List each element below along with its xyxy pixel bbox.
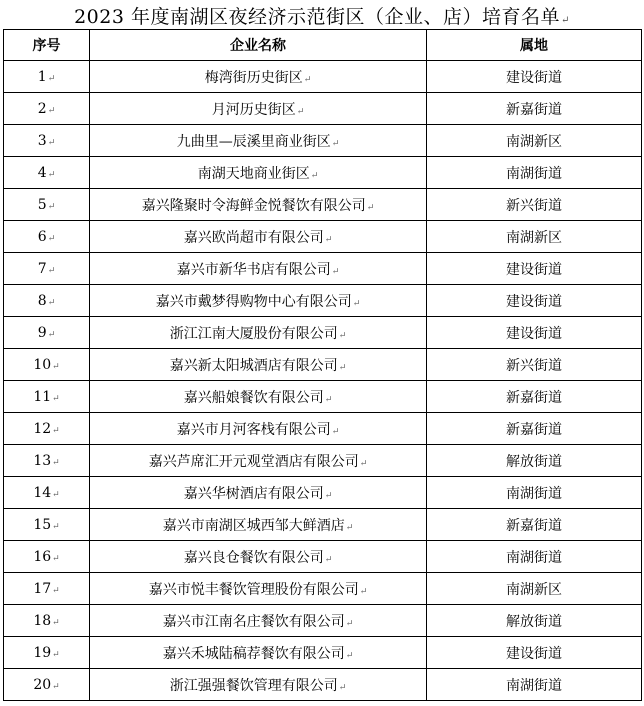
paragraph-mark-icon: ↵ <box>47 105 56 116</box>
table-row <box>4 509 642 541</box>
cell-text: 4 <box>37 164 47 181</box>
table-row <box>4 349 642 381</box>
cell-company-name <box>90 605 427 637</box>
cell-serial-number <box>4 541 90 573</box>
cell-company-name <box>90 381 427 413</box>
cell-text: 17 <box>33 580 52 597</box>
cell-text: 嘉兴芦席汇开元观堂酒店有限公司 <box>148 453 359 470</box>
cell-jurisdiction <box>427 157 642 189</box>
cell-company-name <box>90 61 427 93</box>
cell-text: 嘉兴欧尚超市有限公司 <box>183 229 324 246</box>
cell-company-name <box>90 253 427 285</box>
cell-text: 13 <box>33 452 52 469</box>
cell-text: 嘉兴华树酒店有限公司 <box>183 485 324 502</box>
paragraph-mark-icon: ↵ <box>366 202 375 213</box>
table-row <box>4 541 642 573</box>
cell-text: 南湖街道 <box>506 485 562 502</box>
table-row <box>4 477 642 509</box>
cell-serial-number <box>4 381 90 413</box>
cell-serial-number <box>4 93 90 125</box>
paragraph-mark-icon: ↵ <box>324 234 333 245</box>
cell-text: 20 <box>33 676 52 693</box>
cell-text: 南湖新区 <box>506 581 562 598</box>
table-row <box>4 669 642 701</box>
cell-text: 6 <box>37 228 47 245</box>
cell-text: 嘉兴船娘餐饮有限公司 <box>183 389 324 406</box>
cell-serial-number <box>4 61 90 93</box>
cell-jurisdiction <box>427 253 642 285</box>
paragraph-mark-icon: ↵ <box>47 265 56 276</box>
cell-serial-number <box>4 349 90 381</box>
cell-text: 浙江江南大厦股份有限公司 <box>169 325 338 342</box>
table-row <box>4 125 642 157</box>
cell-jurisdiction <box>427 221 642 253</box>
cell-text: 嘉兴禾城陆稿荐餐饮有限公司 <box>162 645 345 662</box>
cell-text: 新嘉街道 <box>506 101 562 118</box>
cell-company-name <box>90 637 427 669</box>
cell-company-name <box>90 189 427 221</box>
cell-text: 解放街道 <box>506 613 562 630</box>
cell-text: 2 <box>37 100 47 117</box>
cell-serial-number <box>4 285 90 317</box>
table-row <box>4 61 642 93</box>
cell-company-name <box>90 541 427 573</box>
cell-text: 8 <box>37 292 47 309</box>
cell-text: 9 <box>37 324 47 341</box>
cell-serial-number <box>4 221 90 253</box>
cell-text: 建设街道 <box>506 261 562 278</box>
paragraph-mark-icon: ↵ <box>52 393 60 404</box>
table-row <box>4 157 642 189</box>
cell-serial-number <box>4 637 90 669</box>
paragraph-mark-icon: ↵ <box>52 361 60 372</box>
cell-text: 解放街道 <box>506 453 562 470</box>
cell-serial-number <box>4 445 90 477</box>
paragraph-mark-icon: ↵ <box>331 138 340 149</box>
table-row <box>4 573 642 605</box>
cell-text: 嘉兴市月河客栈有限公司 <box>176 421 331 438</box>
table-row <box>4 381 642 413</box>
table-row <box>4 253 642 285</box>
header-company-name: 企业名称 <box>90 30 427 61</box>
cell-text: 嘉兴隆聚时令海鲜金悦餐饮有限公司 <box>141 197 366 214</box>
table-row <box>4 189 642 221</box>
paragraph-mark-icon: ↵ <box>324 554 333 565</box>
cell-company-name <box>90 125 427 157</box>
paragraph-mark-icon: ↵ <box>52 425 60 436</box>
paragraph-mark-icon: ↵ <box>47 233 56 244</box>
cell-text: 月河历史街区 <box>211 101 296 118</box>
table-row <box>4 445 642 477</box>
cell-text: 嘉兴市南湖区城西邹大鲜酒店 <box>162 517 345 534</box>
paragraph-mark-icon: ↵ <box>324 394 333 405</box>
table-row <box>4 93 642 125</box>
cell-jurisdiction <box>427 61 642 93</box>
cell-text: 南湖街道 <box>506 549 562 566</box>
paragraph-mark-icon: ↵ <box>338 682 347 693</box>
cell-jurisdiction <box>427 285 642 317</box>
paragraph-mark-icon: ↵ <box>345 522 354 533</box>
paragraph-mark-icon: ↵ <box>52 553 60 564</box>
cell-text: 南湖天地商业街区 <box>197 165 310 182</box>
cell-serial-number <box>4 413 90 445</box>
paragraph-mark-icon: ↵ <box>338 362 347 373</box>
cell-serial-number <box>4 509 90 541</box>
paragraph-mark-icon: ↵ <box>52 457 60 468</box>
cell-company-name <box>90 221 427 253</box>
cell-jurisdiction <box>427 573 642 605</box>
paragraph-mark-icon: ↵ <box>359 586 368 597</box>
paragraph-mark-icon: ↵ <box>345 650 354 661</box>
cell-text: 南湖新区 <box>506 133 562 150</box>
cell-jurisdiction <box>427 509 642 541</box>
paragraph-mark-icon: ↵ <box>52 585 60 596</box>
table-body <box>4 61 642 701</box>
cell-text: 5 <box>37 196 47 213</box>
cell-company-name <box>90 349 427 381</box>
cell-company-name <box>90 157 427 189</box>
paragraph-mark-icon: ↵ <box>296 106 305 117</box>
header-jurisdiction: 属地 <box>427 30 642 61</box>
cell-company-name <box>90 669 427 701</box>
cell-jurisdiction <box>427 125 642 157</box>
paragraph-mark-icon: ↵ <box>47 73 56 84</box>
table-row <box>4 605 642 637</box>
cell-serial-number <box>4 573 90 605</box>
cell-jurisdiction <box>427 541 642 573</box>
cell-jurisdiction <box>427 381 642 413</box>
cell-company-name <box>90 317 427 349</box>
paragraph-mark-icon: ↵ <box>52 649 60 660</box>
cell-company-name <box>90 413 427 445</box>
paragraph-mark-icon: ↵ <box>331 266 340 277</box>
paragraph-mark-icon: ↵ <box>345 618 354 629</box>
cell-text: 16 <box>33 548 52 565</box>
cell-serial-number <box>4 317 90 349</box>
table-row <box>4 413 642 445</box>
cell-text: 梅湾街历史街区 <box>204 69 303 86</box>
paragraph-mark-icon: ↵ <box>47 137 56 148</box>
cell-jurisdiction <box>427 445 642 477</box>
cell-text: 15 <box>33 516 52 533</box>
cell-text: 新嘉街道 <box>506 517 562 534</box>
cell-jurisdiction <box>427 189 642 221</box>
cell-text: 南湖街道 <box>506 165 562 182</box>
cell-text: 新嘉街道 <box>506 421 562 438</box>
cell-text: 建设街道 <box>506 325 562 342</box>
cell-serial-number <box>4 253 90 285</box>
cell-text: 新兴街道 <box>506 197 562 214</box>
title-text: 2023 年度南湖区夜经济示范街区（企业、店）培育名单 <box>74 6 560 28</box>
paragraph-mark-icon: ↵ <box>561 15 570 26</box>
cell-serial-number <box>4 157 90 189</box>
table-header-row <box>4 30 642 61</box>
cell-serial-number <box>4 189 90 221</box>
table-row <box>4 317 642 349</box>
cell-serial-number <box>4 669 90 701</box>
paragraph-mark-icon: ↵ <box>359 458 368 469</box>
cell-company-name <box>90 445 427 477</box>
paragraph-mark-icon: ↵ <box>331 426 340 437</box>
cell-jurisdiction <box>427 349 642 381</box>
paragraph-mark-icon: ↵ <box>47 297 56 308</box>
paragraph-mark-icon: ↵ <box>310 170 319 181</box>
cell-company-name <box>90 477 427 509</box>
paragraph-mark-icon: ↵ <box>47 329 56 340</box>
cell-text: 南湖新区 <box>506 229 562 246</box>
paragraph-mark-icon: ↵ <box>52 521 60 532</box>
cell-text: 嘉兴市戴梦得购物中心有限公司 <box>155 293 352 310</box>
cell-text: 3 <box>37 132 47 149</box>
cell-serial-number <box>4 125 90 157</box>
cell-text: 建设街道 <box>506 293 562 310</box>
paragraph-mark-icon: ↵ <box>352 298 361 309</box>
paragraph-mark-icon: ↵ <box>47 201 56 212</box>
cell-text: 建设街道 <box>506 645 562 662</box>
cell-serial-number <box>4 477 90 509</box>
cell-company-name <box>90 93 427 125</box>
cell-text: 18 <box>33 612 52 629</box>
paragraph-mark-icon: ↵ <box>52 681 60 692</box>
cell-text: 嘉兴市新华书店有限公司 <box>176 261 331 278</box>
paragraph-mark-icon: ↵ <box>52 617 60 628</box>
cell-serial-number <box>4 605 90 637</box>
cell-jurisdiction <box>427 637 642 669</box>
paragraph-mark-icon: ↵ <box>47 169 56 180</box>
cell-jurisdiction <box>427 605 642 637</box>
paragraph-mark-icon: ↵ <box>303 74 312 85</box>
cell-text: 嘉兴市江南名庄餐饮有限公司 <box>162 613 345 630</box>
cell-text: 嘉兴新太阳城酒店有限公司 <box>169 357 338 374</box>
nomination-table <box>3 29 642 701</box>
cell-text: 10 <box>33 356 52 373</box>
cell-text: 新兴街道 <box>506 357 562 374</box>
cell-text: 嘉兴良仓餐饮有限公司 <box>183 549 324 566</box>
cell-jurisdiction <box>427 317 642 349</box>
table-row <box>4 221 642 253</box>
cell-company-name <box>90 509 427 541</box>
header-serial-number: 序号 <box>4 30 90 61</box>
cell-jurisdiction <box>427 477 642 509</box>
cell-text: 新嘉街道 <box>506 389 562 406</box>
cell-jurisdiction <box>427 669 642 701</box>
table-row <box>4 285 642 317</box>
cell-company-name <box>90 285 427 317</box>
paragraph-mark-icon: ↵ <box>52 489 60 500</box>
cell-text: 11 <box>33 388 52 405</box>
cell-jurisdiction <box>427 413 642 445</box>
cell-text: 1 <box>37 68 47 85</box>
paragraph-mark-icon: ↵ <box>338 330 347 341</box>
cell-text: 12 <box>33 420 52 437</box>
cell-text: 浙江强强餐饮管理有限公司 <box>169 677 338 694</box>
table-row <box>4 637 642 669</box>
cell-text: 7 <box>37 260 47 277</box>
cell-jurisdiction <box>427 93 642 125</box>
cell-text: 嘉兴市悦丰餐饮管理股份有限公司 <box>148 581 359 598</box>
cell-text: 14 <box>33 484 52 501</box>
cell-text: 19 <box>33 644 52 661</box>
cell-text: 九曲里—辰溪里商业街区 <box>176 133 331 150</box>
cell-text: 建设街道 <box>506 69 562 86</box>
cell-text: 南湖街道 <box>506 677 562 694</box>
cell-company-name <box>90 573 427 605</box>
paragraph-mark-icon: ↵ <box>324 490 333 501</box>
